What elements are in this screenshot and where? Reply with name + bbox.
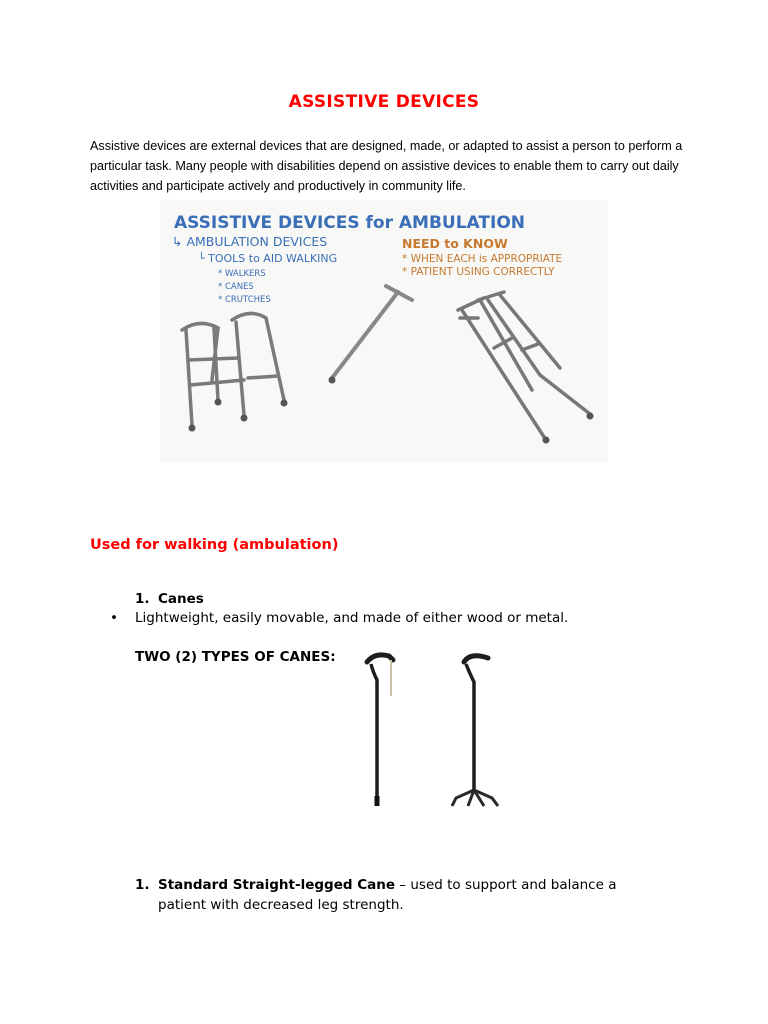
single-point-cane-image [355,648,415,817]
illustration-subsub: └ TOOLS to AID WALKING [198,252,338,265]
canes-list-item [135,591,204,607]
illustration-list-walkers: * WALKERS [218,269,266,279]
illustration-sub: ↳ AMBULATION DEVICES [172,234,328,249]
bullet-icon: • [110,610,118,626]
illustration-need-item-2: * PATIENT USING CORRECTLY [402,266,555,278]
bullet-text: Lightweight, easily movable, and made of either wood or metal. [135,610,569,626]
illustration-list-crutches: * CRUTCHES [218,295,271,305]
standard-cane-description-cont: patient with decreased leg strength. [158,897,404,913]
standard-cane-description: – used to support and balance a [395,877,617,893]
list-number: 1. [135,591,150,607]
bullet-item [110,610,568,626]
illustration-list-canes: * CANES [218,282,254,292]
page-title: ASSISTIVE DEVICES [288,92,480,112]
standard-cane-item [135,875,655,915]
list-number: 1. [135,877,150,893]
quad-cane-image [440,648,510,817]
standard-cane-label: Standard Straight-legged Cane [158,877,396,893]
illustration-heading: ASSISTIVE DEVICES for AMBULATION [174,213,525,233]
section-subheading: Used for walking (ambulation) [90,537,339,553]
canes-label: Canes [158,591,204,607]
intro-paragraph: Assistive devices are external devices that are designed, made, or adapted to assist a person to perform a particular task. Many people with disabilities depend on assistive devices to enable them to carry out daily activities and participate actively and productively in community life. [90,139,683,193]
illustration-need-title: NEED to KNOW [402,236,508,251]
ambulation-devices-illustration [160,200,608,462]
illustration-need-item-1: * WHEN EACH is APPROPRIATE [402,253,563,265]
types-of-canes-label: TWO (2) TYPES OF CANES: [135,649,336,665]
